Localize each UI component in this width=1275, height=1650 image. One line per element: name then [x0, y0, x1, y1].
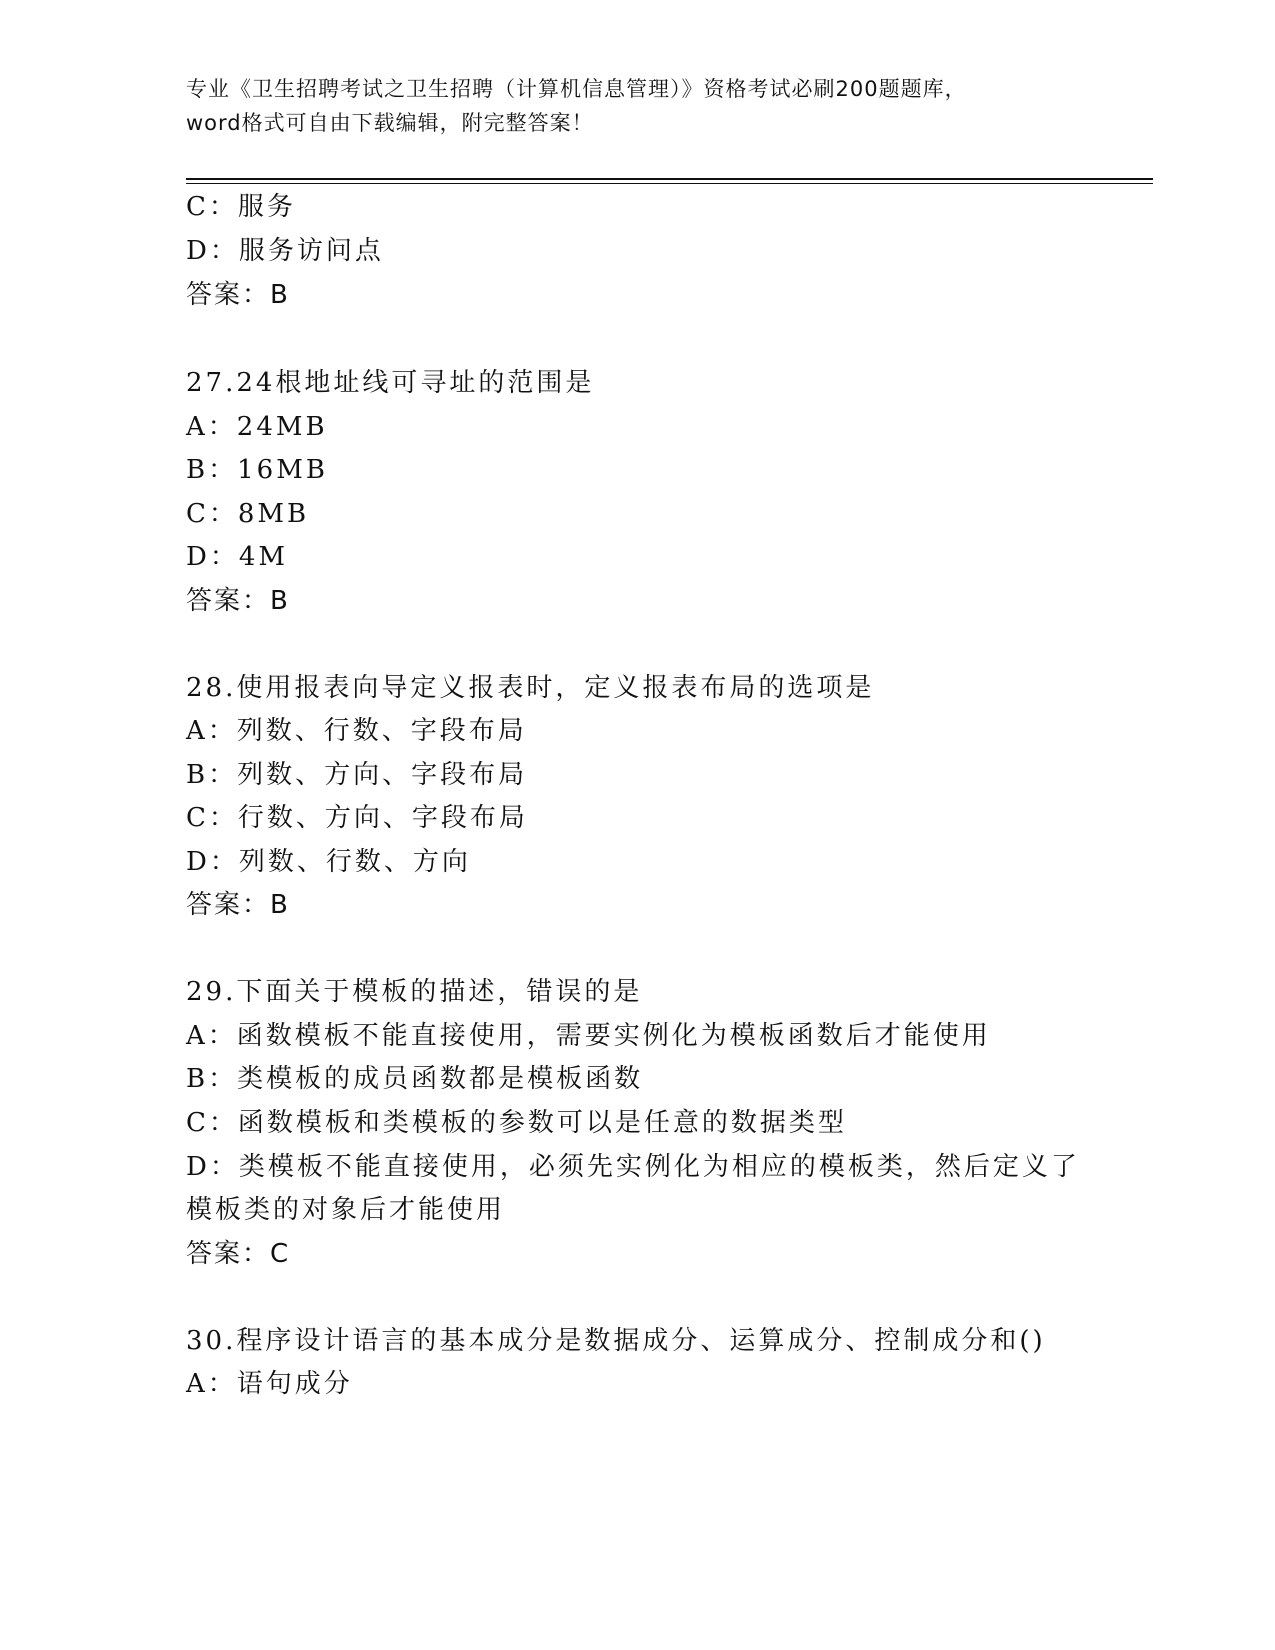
- q26-option-c: C：服务: [186, 192, 296, 222]
- header-title-line-1: 专业《卫生招聘考试之卫生招聘（计算机信息管理）》资格考试必刷200题题库，: [186, 77, 967, 101]
- q27-answer: 答案：B: [186, 586, 290, 616]
- q30-stem: 30.程序设计语言的基本成分是数据成分、运算成分、控制成分和(): [186, 1326, 1046, 1356]
- q29-option-c: C：函数模板和类模板的参数可以是任意的数据类型: [186, 1108, 847, 1138]
- q28-option-b: B：列数、方向、字段布局: [186, 760, 528, 790]
- q29-option-d-line-2: 模板类的对象后才能使用: [186, 1195, 506, 1225]
- q27-stem: 27.24根地址线可寻址的范围是: [186, 368, 595, 398]
- q27-option-c: C：8MB: [186, 499, 310, 529]
- q28-option-c: C：行数、方向、字段布局: [186, 803, 528, 833]
- header-divider-thin: [186, 183, 1153, 184]
- page-header: [186, 72, 1086, 140]
- q27-option-b: B：16MB: [186, 455, 328, 485]
- q26-answer: 答案：B: [186, 280, 290, 310]
- q29-stem: 29.下面关于模板的描述，错误的是: [186, 977, 643, 1007]
- header-divider-thick: [186, 178, 1153, 180]
- q27-option-d: D：4M: [186, 542, 289, 572]
- q29-option-b: B：类模板的成员函数都是模板函数: [186, 1064, 644, 1094]
- q28-option-a: A：列数、行数、字段布局: [186, 716, 527, 746]
- q28-option-d: D：列数、行数、方向: [186, 847, 471, 877]
- q28-stem: 28.使用报表向导定义报表时，定义报表布局的选项是: [186, 673, 875, 703]
- q27-option-a: A：24MB: [186, 412, 328, 442]
- header-title-line-2: word格式可自由下载编辑，附完整答案！: [186, 111, 594, 135]
- q29-answer: 答案：C: [186, 1239, 291, 1269]
- q30-option-a: A：语句成分: [186, 1369, 353, 1399]
- q26-option-d: D：服务访问点: [186, 236, 384, 266]
- q29-option-a: A：函数模板不能直接使用，需要实例化为模板函数后才能使用: [186, 1021, 991, 1051]
- q29-option-d-line-1: D：类模板不能直接使用，必须先实例化为相应的模板类，然后定义了: [186, 1152, 1080, 1182]
- q28-answer: 答案：B: [186, 890, 290, 920]
